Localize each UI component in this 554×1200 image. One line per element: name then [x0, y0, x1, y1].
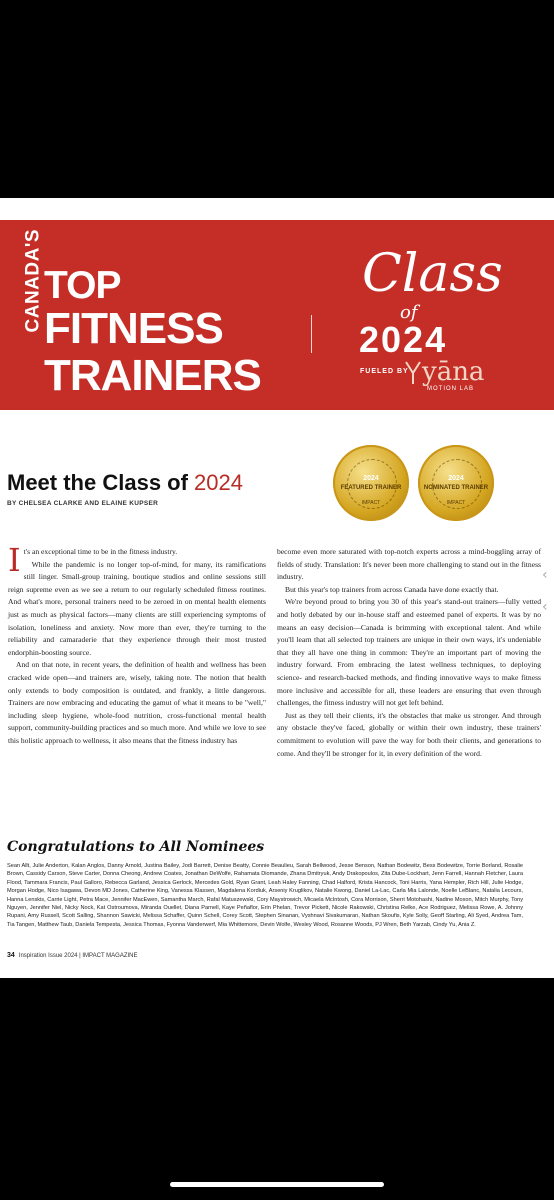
- sponsor-name: yāna: [422, 357, 485, 387]
- class-script: Class: [362, 244, 503, 304]
- paragraph: become even more saturated with top-notch experts across a mind-boggling array of fields of study. Translation: It's never been more challenging to stand out in the fitness industry.: [277, 547, 541, 582]
- badge-brand: IMPACT: [446, 500, 466, 506]
- article-column-right: [277, 546, 541, 760]
- chevron-left-icon[interactable]: ‹: [542, 567, 548, 583]
- badge-label: NOMINATED TRAINER: [423, 485, 489, 491]
- nominees-heading: Congratulations to All Nominees: [7, 839, 265, 855]
- paragraph: While the pandemic is no longer top-of-mind, for many, its ramifications still linger. Small-group training, boutique studios and online sessions still reign supreme even as we see a return to our regularly scheduled fitness routines. And what's more, personal trainers need to be zeroed in on mental health elements just as much as physical factors—many clients are still experiencing symptoms of isolation, loneliness and anxiety. Now more than ever, they're turning to the reliability and camaraderie that they experience through their most trusted endorphin-boosting source.: [8, 559, 266, 657]
- trainers-label: TRAINERS: [44, 351, 261, 400]
- chevron-left-icon[interactable]: ‹: [542, 599, 548, 615]
- paragraph: It's an exceptional time to be in the fitness industry.: [8, 541, 178, 579]
- nominees-list: Sean Allt, Julie Anderton, Kalan Anglos, Danny Arnold, Justina Bailey, Jodi Barrett, Denise Beatty, Connie Beaulieu, Sarah Bellwood, Jesse Benson, Nathan Bodewitz, Bess Bodewitze, Torrie Borland, Rosalie Brown, Cassidy Carson, Steve Carter, Donna Cheong, Andrew Coates, Jonathan DeWolfe, Rahamata Diomande, Zhana Dmitryuk, Andy Drakopoulos, Zita Dube-Lockhart, Jenn Farrell, Hannah Fletcher, Laura Flood, Tammara Francis, Paul Galloro, Rebecca Garland, Jessica Gerlock, Mercedes Gold, Ryan Grant, Leah Haley Fanning, Chad Halford, Krista Hancock, Toni Harris, Yana Hempler, Rich Hill, Julie Hodge, Morgan Hodge, Nico Isagawa, Devon MD Jones, Catherine King, Vanessa Klassen, Magdalena Kordiuk, Arseniy Kruglikov, Natalie Kwong, Daniel La-Lac, Carla Mia Lalonde, Noelle LeBlanc, Natalia Lecours, Hanna Lenskis, Carrie Light, Petra Mace, Jennifer MacEwen, Samantha March, Rafal Matuszewski, Cory Maystrowich, Micaela McIntosh, Cora Morrison, Sherri Motohashi, Nadine Moxon, Mitch Murphy, Tony Nguyen, Jennifer Niel, Nicky Nock, Kat Ostroumova, Miranda Ouellet, Diana Parnell, Kaye Peñaflor, Erin Phelan, Trevor Pickett, Nicole Rakowski, Christina Relke, Ace Rodriguez, Melissa Rowe, A. Johnny Rupani, Amy Russell, Scott Salling, Shannon Sawicki, Melissa Schaffer, Quinn Schell, Corey Scott, Stephen Sinanan, Vyshnavi Sivakumaran, Nathan Skoufis, Kyle Solly, Geoff Starling, Ali Syed, Andrea Tam, Tia Tangen, Matthew Taub, Daniela Tempesta, Jessica Thomas, Fyonna Vanderwerf, Mia Whittemore, Devin Wolfe, Wesley Wood, Rosanne Woods, PJ Wren, Beth Yarzab, Cindy Yu, Ania Z.: [7, 863, 523, 928]
- top-label: TOP: [44, 264, 121, 307]
- drop-cap: I: [8, 541, 21, 579]
- home-indicator[interactable]: [170, 1182, 384, 1187]
- badge-year: 2024: [363, 475, 379, 482]
- sponsor-subtitle: MOTION LAB: [427, 386, 475, 392]
- class-of: of: [400, 302, 418, 323]
- issue-label: Inspiration Issue 2024 | IMPACT MAGAZINE: [18, 953, 138, 959]
- badge-brand: IMPACT: [361, 500, 381, 506]
- nominated-trainer-badge: [418, 445, 494, 521]
- featured-trainer-badge: [333, 445, 409, 521]
- banner-divider: [311, 315, 312, 353]
- page-number: 34: [7, 952, 15, 959]
- header-banner: [0, 220, 554, 410]
- paragraph: And on that note, in recent years, the definition of health and wellness has been cracked wide open—and trainers are, wisely, taking note. The notion that health only extends to body composition is outdated, and frankly, a little dangerous. Trainers are now embracing and educating the gamut of what it means to be "well," including sleep hygiene, whole-food nutrition, cross-functional mental health support, community-building practices and so much more. And while we love to see this holistic approach to wellness, it also means that the fitness industry has: [8, 660, 266, 745]
- paragraph: But this year's top trainers from across Canada have done exactly that.: [285, 584, 499, 594]
- class-year: 2024: [359, 319, 448, 360]
- paragraph: We're beyond proud to bring you 30 of this year's stand-out trainers—fully vetted and hotly debated by our in-house staff and esteemed panel of experts. It was by no means an easy decision—Canada is brimming with exceptional talent. And while you'll learn that all selected top trainers are unique in their own ways, it's undeniable that they all have one thing in common: They're an important part of moving the industry forward. From embracing the latest wellness techniques, to deploying science- and research-backed methods, and finding innovative ways to make fitness more inclusive and accessible for all, these leaders are ensuring that even through challenges, the fitness industry will not get left behind.: [277, 597, 541, 708]
- badge-label: FEATURED TRAINER: [340, 485, 402, 491]
- paragraph: Just as they tell their clients, it's the obstacles that make us stronger. And through any obstacle they've faced, globally or within their own industry, these trainers' commitment to evolution will pave the way for both their clients, and generations to come. And they'll be stronger for it, in every definition of the word.: [277, 710, 541, 758]
- article-byline: BY CHELSEA CLARKE AND ELAINE KUPSER: [7, 500, 159, 507]
- yana-logo-icon: [404, 360, 422, 386]
- article-column-left: [8, 541, 266, 748]
- fitness-label: FITNESS: [44, 304, 223, 353]
- page-footer: [7, 952, 138, 959]
- canadas-label: CANADA'S: [22, 228, 44, 333]
- article-title: Meet the Class of 2024: [7, 470, 243, 495]
- fueled-by-label: FUELED BY: [360, 368, 409, 375]
- magazine-page: [0, 198, 554, 978]
- badge-year: 2024: [448, 475, 464, 482]
